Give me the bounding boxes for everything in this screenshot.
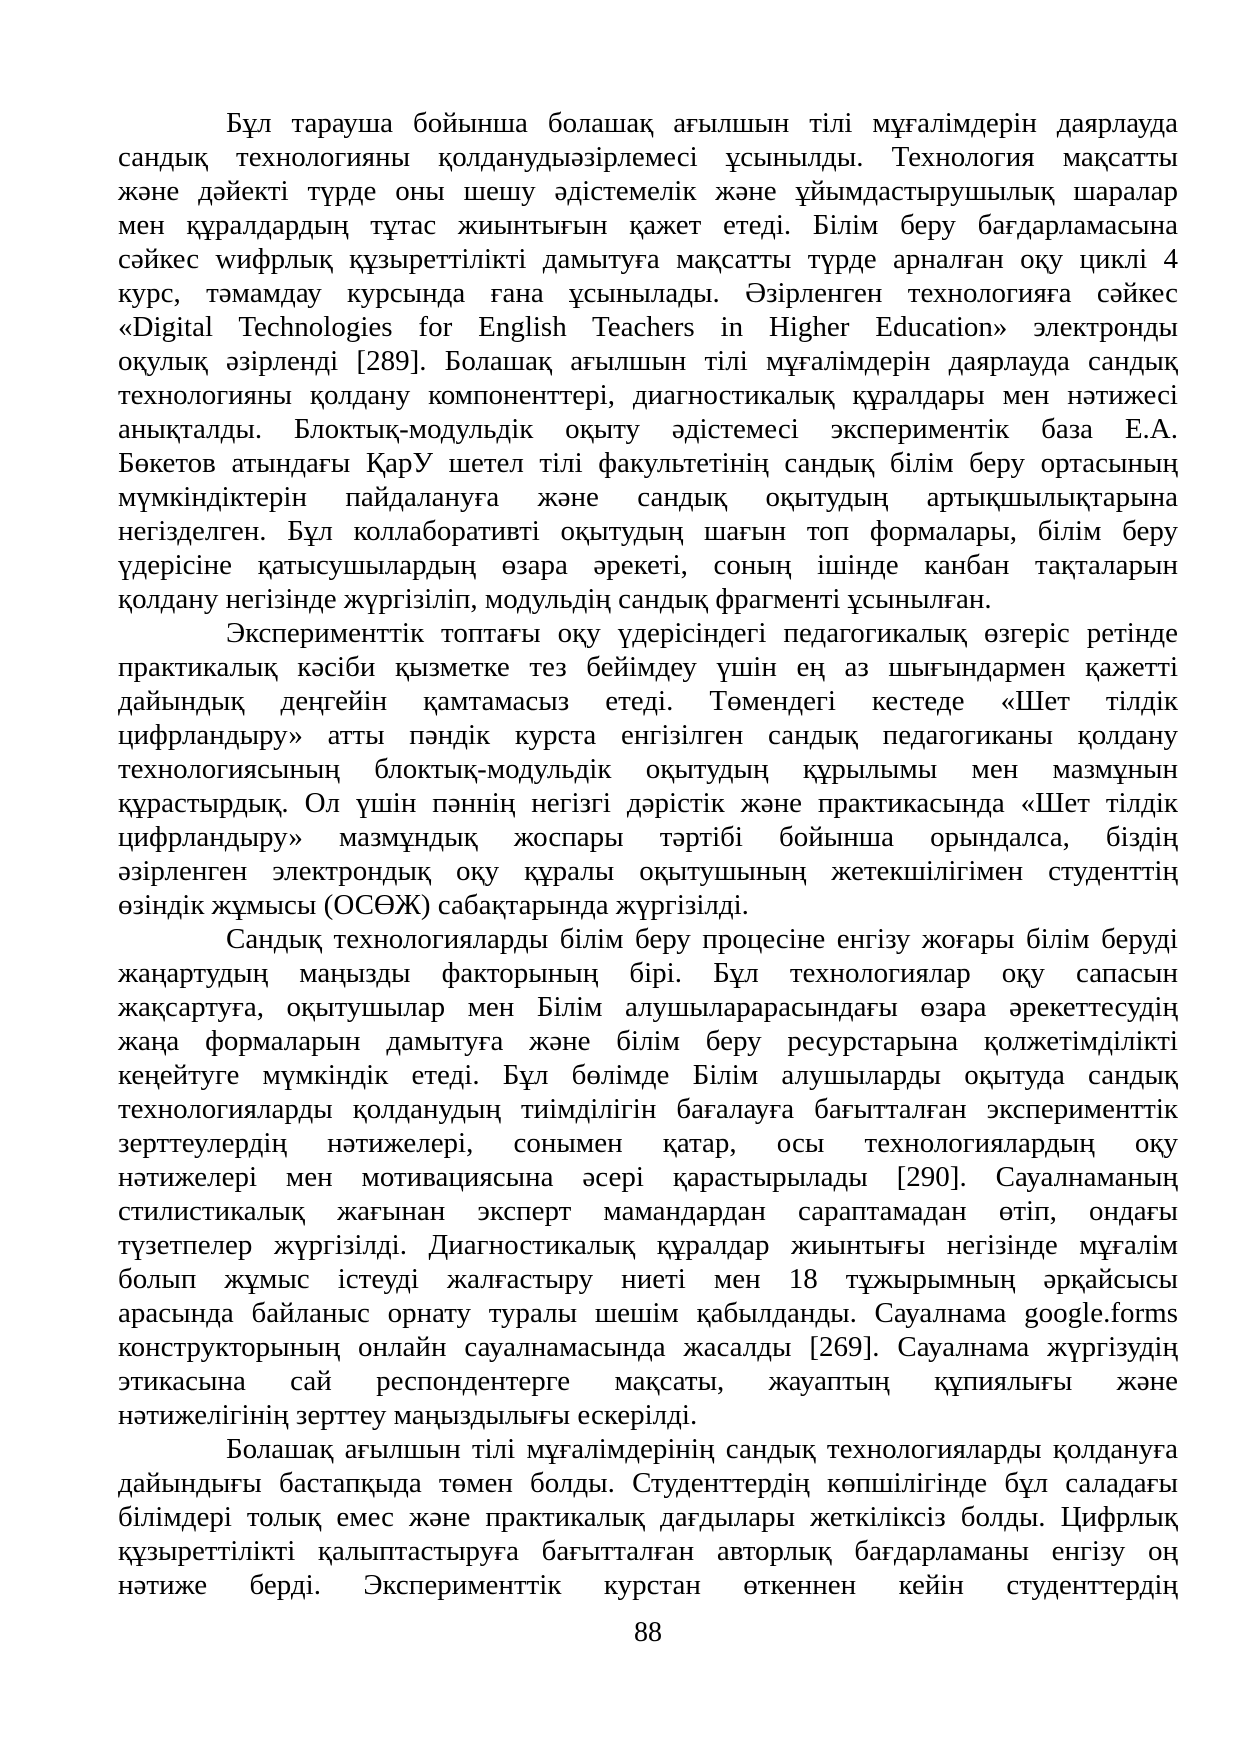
text-line: технологиясының блоктық-модульдік оқытудың құрылымы мен мазмұнын — [118, 753, 1178, 785]
text-line: дайындық деңгейін қамтамасыз етеді. Төмендегі кестеде «Шет тілдік — [118, 685, 1178, 717]
text-line: жаңартудың маңызды факторының бірі. Бұл технологиялар оқу сапасын — [118, 957, 1178, 989]
text-body — [118, 106, 1178, 1602]
text-line: Бөкетов атындағы ҚарУ шетел тілі факультетінің сандық білім беру ортасының — [118, 447, 1178, 479]
text-line: жақсартуға, оқытушылар мен Білім алушыларарасындағы өзара әрекеттесудің — [118, 991, 1178, 1023]
text-line: дайындығы бастапқыда төмен болды. Студенттердің көпшілігінде бұл саладағы — [118, 1467, 1178, 1499]
text-line: цифрландыру» атты пәндік курста енгізілген сандық педагогиканы қолдану — [118, 719, 1178, 751]
text-line: нәтиже берді. Эксперименттік курстан өткеннен кейін студенттердің — [118, 1569, 1178, 1601]
text-line: жаңа формаларын дамытуға және білім беру ресурстарына қолжетімділікті — [118, 1025, 1178, 1057]
text-line: мүмкіндіктерін пайдалануға және сандық оқытудың артықшылықтарына — [118, 481, 1178, 513]
text-line: болып жұмыс істеуді жалғастыру ниеті мен 18 тұжырымның әрқайсысы — [118, 1263, 1178, 1295]
text-line: сәйкес wифрлық құзыреттілікті дамытуға мақсатты түрде арналған оқу циклі 4 — [118, 243, 1178, 275]
text-line: өзіндік жұмысы (ОСӨЖ) сабақтарында жүргізілді. — [118, 889, 749, 921]
text-line: курс, тәмамдау курсында ғана ұсынылады. Әзірленген технологияға сәйкес — [118, 277, 1178, 309]
text-line: конструкторының онлайн сауалнамасында жасалды [269]. Сауалнама жүргізудің — [118, 1331, 1178, 1363]
text-line: зерттеулердің нәтижелері, сонымен қатар, осы технологиялардың оқу — [118, 1127, 1178, 1159]
text-line: технологияны қолдану компоненттері, диагностикалық құралдары мен нәтижесі — [118, 379, 1178, 411]
page-number: 88 — [634, 1617, 662, 1648]
text-line: үдерісіне қатысушылардың өзара әрекеті, соның ішінде канбан тақталарын — [118, 549, 1178, 581]
text-line: сандық технологияны қолданудыәзірлемесі ұсынылды. Технология мақсатты — [118, 141, 1178, 173]
text-line: стилистикалық жағынан эксперт мамандардан сараптамадан өтіп, ондағы — [118, 1195, 1178, 1227]
text-line: этикасына сай респондентерге мақсаты, жауаптың құпиялығы және — [118, 1365, 1178, 1397]
text-line: қолдану негізінде жүргізіліп, модульдің сандық фрагменті ұсынылған. — [118, 583, 992, 615]
text-line: құрастырдық. Ол үшін пәннің негізгі дәрістік және практикасында «Шет тілдік — [118, 787, 1178, 819]
text-line: негізделген. Бұл коллаборативті оқытудың шағын топ формалары, білім беру — [118, 515, 1178, 547]
text-line: «Digital Technologies for English Teachers in Higher Education» электронды — [118, 311, 1178, 343]
text-line: кеңейтуге мүмкіндік етеді. Бұл бөлімде Білім алушыларды оқытуда сандық — [118, 1059, 1178, 1091]
text-line: түзетпелер жүргізілді. Диагностикалық құралдар жиынтығы негізінде мұғалім — [118, 1229, 1178, 1261]
text-line: практикалық кәсіби қызметке тез бейімдеу үшін ең аз шығындармен қажетті — [118, 651, 1178, 683]
text-line: әзірленген электрондық оқу құралы оқытушының жетекшілігімен студенттің — [118, 855, 1178, 887]
text-line: арасында байланыс орнату туралы шешім қабылданды. Сауалнама google.forms — [118, 1297, 1178, 1329]
text-line: мен құралдардың тұтас жиынтығын қажет етеді. Білім беру бағдарламасына — [118, 209, 1178, 241]
text-line: Болашақ ағылшын тілі мұғалімдерінің сандық технологияларды қолдануға — [226, 1433, 1178, 1465]
text-line: құзыреттілікті қалыптастыруға бағытталған авторлық бағдарламаны енгізу оң — [118, 1535, 1178, 1567]
text-line: Сандық технологияларды білім беру процесіне енгізу жоғары білім беруді — [226, 923, 1178, 955]
text-line: оқулық әзірленді [289]. Болашақ ағылшын тілі мұғалімдерін даярлауда сандық — [118, 345, 1178, 377]
text-line: нәтижелігінің зерттеу маңыздылығы ескерілді. — [118, 1399, 698, 1431]
text-line: білімдері толық емес және практикалық дағдылары жеткіліксіз болды. Цифрлық — [118, 1501, 1178, 1533]
text-line: анықталды. Блоктық-модульдік оқыту әдістемесі экспериментік база Е.А. — [118, 413, 1178, 445]
text-line: Эксперименттік топтағы оқу үдерісіндегі педагогикалық өзгеріс ретінде — [226, 617, 1178, 649]
text-line: нәтижелері мен мотивациясына әсері қарастырылады [290]. Сауалнаманың — [118, 1161, 1178, 1193]
text-line: цифрландыру» мазмұндық жоспары тәртібі бойынша орындалса, біздің — [118, 821, 1178, 853]
text-line: және дәйекті түрде оны шешу әдістемелік және ұйымдастырушылық шаралар — [118, 175, 1178, 207]
text-line: Бұл тарауша бойынша болашақ ағылшын тілі мұғалімдерін даярлауда — [226, 107, 1178, 139]
text-line: технологияларды қолданудың тиімділігін бағалауға бағытталған эксперименттік — [118, 1093, 1178, 1125]
